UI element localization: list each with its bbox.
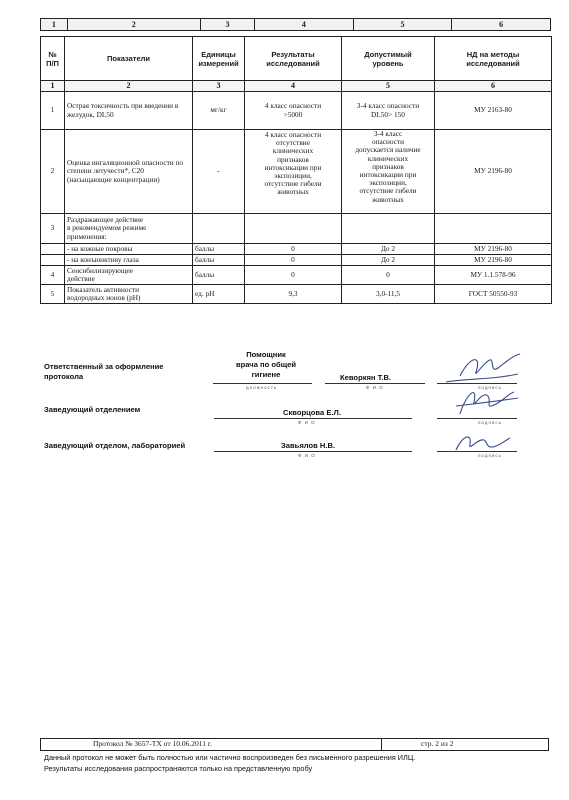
table-row xyxy=(41,130,552,214)
row-result: 9,3 xyxy=(245,285,342,304)
row-allowed: 3-4 класс опасности DL50> 150 xyxy=(342,92,435,130)
row-indicator: Оценка ингаляционной опасности по степени летучести*, С20 (насыщающие концентрации) xyxy=(65,130,193,214)
column-number-row xyxy=(41,81,552,92)
head-lab-name: Завьялов Н.В. xyxy=(281,441,336,450)
col-number: 4 xyxy=(245,81,342,92)
row-unit: - xyxy=(193,130,245,214)
footer-protocol-box xyxy=(40,738,549,751)
head-lab-label: Заведующий отделом, лабораторией xyxy=(44,441,186,450)
strip-cell: 1 xyxy=(41,19,68,31)
col-number: 2 xyxy=(65,81,193,92)
row-unit: баллы xyxy=(193,266,245,285)
position-line xyxy=(213,383,312,384)
header-no: № П/П xyxy=(41,37,65,81)
header-unit: Единицы измерений xyxy=(193,37,245,81)
signature-caption: подпись xyxy=(478,420,503,425)
signature-2-image xyxy=(448,380,528,422)
row-indicator: Показатель активности водородных ионов (рН) xyxy=(65,285,193,304)
row-no: 5 xyxy=(41,285,65,304)
head-dept-name: Скворцова Е.Л. xyxy=(283,408,341,417)
table-row xyxy=(41,214,552,244)
row-method: МУ 1.1.578-96 xyxy=(435,266,552,285)
col-number: 6 xyxy=(435,81,552,92)
row-method xyxy=(435,214,552,244)
row-result: 0 xyxy=(245,255,342,266)
row-indicator: - на конъюнктиву глаза xyxy=(65,255,193,266)
row-result: 0 xyxy=(245,244,342,255)
strip-cell: 5 xyxy=(353,19,452,31)
header-row xyxy=(41,37,552,81)
row-indicator: Сенсибилизирующее действие xyxy=(65,266,193,285)
col-number: 1 xyxy=(41,81,65,92)
row-no: 3 xyxy=(41,214,65,244)
row-indicator: Раздражающее действие в рекомендуемом режиме применения: xyxy=(65,214,193,244)
signature-3-image xyxy=(446,426,516,458)
table-row xyxy=(41,92,552,130)
top-column-number-strip xyxy=(40,18,551,31)
header-result: Результаты исследований xyxy=(245,37,342,81)
row-unit: мг/кг xyxy=(193,92,245,130)
row-unit: баллы xyxy=(193,244,245,255)
row-no: 2 xyxy=(41,130,65,214)
fio-caption: Ф И О xyxy=(298,420,316,425)
position-caption: должность xyxy=(246,385,278,390)
row-method: МУ 2196-80 xyxy=(435,244,552,255)
strip-cell: 6 xyxy=(452,19,551,31)
strip-cell: 3 xyxy=(200,19,254,31)
footer-notice-2: Результаты исследования распространяются только на представленную пробу xyxy=(44,764,313,773)
row-allowed: 3,0-11,5 xyxy=(342,285,435,304)
col-number: 5 xyxy=(342,81,435,92)
row-no: 4 xyxy=(41,266,65,285)
footer-divider xyxy=(381,739,382,750)
row-result: 0 xyxy=(245,266,342,285)
row-unit xyxy=(193,214,245,244)
row-allowed xyxy=(342,214,435,244)
responsible-name-line xyxy=(325,383,425,384)
row-unit: баллы xyxy=(193,255,245,266)
row-result: 4 класс опасности >5000 xyxy=(245,92,342,130)
footer-page: стр. 2 из 2 xyxy=(421,739,454,748)
signature-caption: подпись xyxy=(478,453,503,458)
responsible-label: Ответственный за оформление протокола xyxy=(44,362,164,381)
fio-caption: Ф И О xyxy=(366,385,384,390)
header-allowed: Допустимый уровень xyxy=(342,37,435,81)
table-row xyxy=(41,255,552,266)
row-allowed: 3-4 класс опасности допускается наличие клинических признаков интоксикации при экспозиции, отсутствие гибели животных xyxy=(342,130,435,214)
row-allowed: До 2 xyxy=(342,244,435,255)
strip-cell: 4 xyxy=(255,19,354,31)
table-row xyxy=(41,266,552,285)
header-indicator: Показатели xyxy=(65,37,193,81)
row-result xyxy=(245,214,342,244)
responsible-name: Кеворкян Т.В. xyxy=(340,373,392,382)
col-number: 3 xyxy=(193,81,245,92)
row-no: 1 xyxy=(41,92,65,130)
row-indicator: - на кожные покровы xyxy=(65,244,193,255)
row-allowed: До 2 xyxy=(342,255,435,266)
row-unit: ед. рН xyxy=(193,285,245,304)
row-no xyxy=(41,255,65,266)
head-dept-label: Заведующий отделением xyxy=(44,405,141,414)
results-table xyxy=(40,36,552,304)
row-allowed: 0 xyxy=(342,266,435,285)
head-lab-name-line xyxy=(214,451,412,452)
strip-cell: 2 xyxy=(67,19,200,31)
footer-notice-1: Данный протокол не может быть полностью или частично воспроизведен без письменного разрешения ИЛЦ. xyxy=(44,753,416,762)
footer-protocol: Протокол № 3657-ТХ от 10.06.2011 г. xyxy=(93,739,212,748)
signature-caption: подпись xyxy=(478,385,503,390)
row-method: МУ 2163-80 xyxy=(435,92,552,130)
row-result: 4 класс опасности отсутствие клинических признаков интоксикации при экспозиции, отсутствие гибели животных xyxy=(245,130,342,214)
row-method: ГОСТ 50550-93 xyxy=(435,285,552,304)
header-method: НД на методы исследований xyxy=(435,37,552,81)
table-row xyxy=(41,285,552,304)
row-method: МУ 2196-80 xyxy=(435,130,552,214)
row-method: МУ 2196-80 xyxy=(435,255,552,266)
head-dept-name-line xyxy=(214,418,412,419)
row-indicator: Острая токсичность при введении в желудок, DL50 xyxy=(65,92,193,130)
table-row xyxy=(41,244,552,255)
position-value: Помощник врача по общей гигиене xyxy=(235,350,297,379)
fio-caption: Ф И О xyxy=(298,453,316,458)
row-no xyxy=(41,244,65,255)
